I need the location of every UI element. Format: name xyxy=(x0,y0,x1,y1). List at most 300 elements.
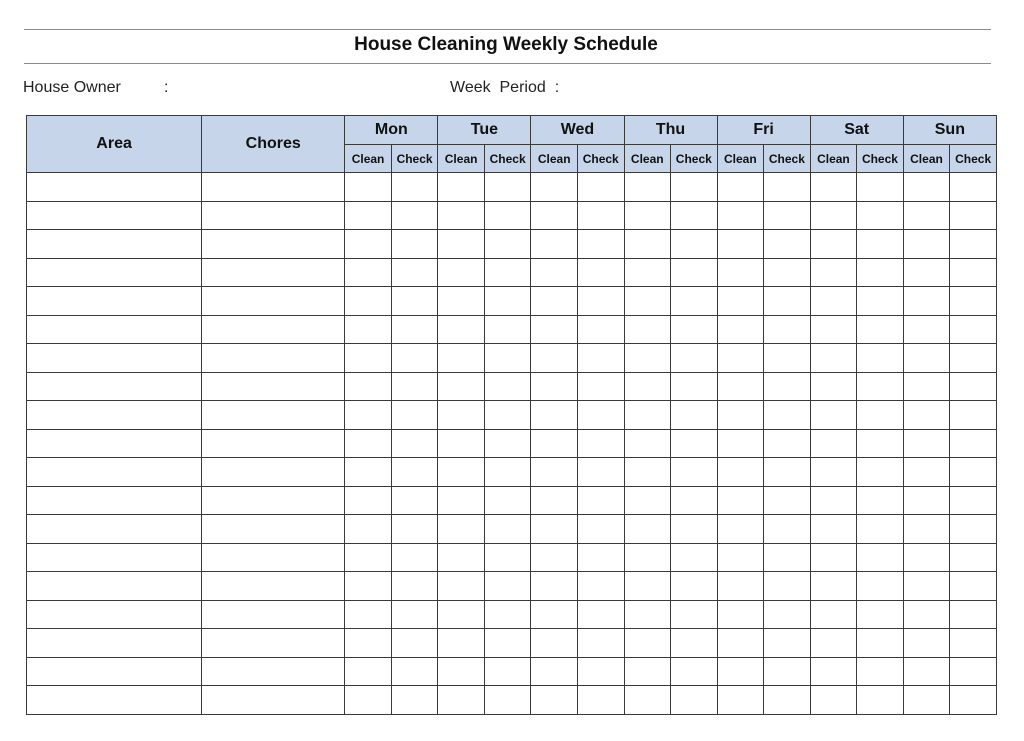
mon-clean-cell[interactable] xyxy=(345,429,392,458)
area-cell[interactable] xyxy=(27,429,202,458)
fri-clean-cell[interactable] xyxy=(717,686,764,715)
area-cell[interactable] xyxy=(27,173,202,202)
sat-clean-cell[interactable] xyxy=(810,629,857,658)
sat-clean-cell[interactable] xyxy=(810,572,857,601)
wed-check-cell[interactable] xyxy=(577,258,624,287)
sun-check-cell[interactable] xyxy=(950,344,997,373)
chores-cell[interactable] xyxy=(202,230,345,259)
wed-clean-cell[interactable] xyxy=(531,600,578,629)
chores-cell[interactable] xyxy=(202,429,345,458)
fri-clean-cell[interactable] xyxy=(717,173,764,202)
thu-clean-cell[interactable] xyxy=(624,515,671,544)
thu-check-cell[interactable] xyxy=(671,344,718,373)
chores-cell[interactable] xyxy=(202,258,345,287)
sun-check-cell[interactable] xyxy=(950,173,997,202)
area-cell[interactable] xyxy=(27,401,202,430)
fri-clean-cell[interactable] xyxy=(717,572,764,601)
fri-check-cell[interactable] xyxy=(764,258,811,287)
chores-cell[interactable] xyxy=(202,600,345,629)
area-cell[interactable] xyxy=(27,458,202,487)
sat-check-cell[interactable] xyxy=(857,429,904,458)
tue-check-cell[interactable] xyxy=(484,458,531,487)
thu-clean-cell[interactable] xyxy=(624,315,671,344)
thu-check-cell[interactable] xyxy=(671,629,718,658)
tue-clean-cell[interactable] xyxy=(438,173,485,202)
sun-clean-cell[interactable] xyxy=(903,657,950,686)
tue-check-cell[interactable] xyxy=(484,629,531,658)
thu-clean-cell[interactable] xyxy=(624,287,671,316)
sat-check-cell[interactable] xyxy=(857,572,904,601)
fri-check-cell[interactable] xyxy=(764,458,811,487)
sat-clean-cell[interactable] xyxy=(810,372,857,401)
sun-clean-cell[interactable] xyxy=(903,486,950,515)
fri-clean-cell[interactable] xyxy=(717,287,764,316)
mon-clean-cell[interactable] xyxy=(345,173,392,202)
sat-check-cell[interactable] xyxy=(857,600,904,629)
tue-check-cell[interactable] xyxy=(484,515,531,544)
mon-check-cell[interactable] xyxy=(391,543,438,572)
thu-check-cell[interactable] xyxy=(671,515,718,544)
thu-clean-cell[interactable] xyxy=(624,372,671,401)
tue-check-cell[interactable] xyxy=(484,230,531,259)
sun-check-cell[interactable] xyxy=(950,230,997,259)
chores-cell[interactable] xyxy=(202,372,345,401)
thu-check-cell[interactable] xyxy=(671,686,718,715)
chores-cell[interactable] xyxy=(202,515,345,544)
wed-clean-cell[interactable] xyxy=(531,629,578,658)
area-cell[interactable] xyxy=(27,572,202,601)
tue-check-cell[interactable] xyxy=(484,600,531,629)
sun-clean-cell[interactable] xyxy=(903,543,950,572)
sun-clean-cell[interactable] xyxy=(903,401,950,430)
tue-clean-cell[interactable] xyxy=(438,230,485,259)
wed-clean-cell[interactable] xyxy=(531,287,578,316)
sat-clean-cell[interactable] xyxy=(810,458,857,487)
mon-clean-cell[interactable] xyxy=(345,258,392,287)
sun-clean-cell[interactable] xyxy=(903,458,950,487)
tue-check-cell[interactable] xyxy=(484,201,531,230)
mon-check-cell[interactable] xyxy=(391,600,438,629)
mon-clean-cell[interactable] xyxy=(345,600,392,629)
wed-check-cell[interactable] xyxy=(577,657,624,686)
fri-check-cell[interactable] xyxy=(764,344,811,373)
tue-check-cell[interactable] xyxy=(484,372,531,401)
mon-clean-cell[interactable] xyxy=(345,315,392,344)
tue-clean-cell[interactable] xyxy=(438,629,485,658)
sun-clean-cell[interactable] xyxy=(903,515,950,544)
sun-check-cell[interactable] xyxy=(950,657,997,686)
fri-check-cell[interactable] xyxy=(764,629,811,658)
fri-check-cell[interactable] xyxy=(764,230,811,259)
fri-check-cell[interactable] xyxy=(764,515,811,544)
thu-check-cell[interactable] xyxy=(671,600,718,629)
area-cell[interactable] xyxy=(27,629,202,658)
area-cell[interactable] xyxy=(27,686,202,715)
sat-check-cell[interactable] xyxy=(857,230,904,259)
mon-check-cell[interactable] xyxy=(391,458,438,487)
thu-clean-cell[interactable] xyxy=(624,657,671,686)
fri-clean-cell[interactable] xyxy=(717,600,764,629)
wed-check-cell[interactable] xyxy=(577,686,624,715)
wed-check-cell[interactable] xyxy=(577,173,624,202)
thu-clean-cell[interactable] xyxy=(624,686,671,715)
fri-check-cell[interactable] xyxy=(764,657,811,686)
chores-cell[interactable] xyxy=(202,657,345,686)
tue-clean-cell[interactable] xyxy=(438,515,485,544)
tue-clean-cell[interactable] xyxy=(438,458,485,487)
tue-check-cell[interactable] xyxy=(484,657,531,686)
sun-clean-cell[interactable] xyxy=(903,600,950,629)
mon-clean-cell[interactable] xyxy=(345,686,392,715)
tue-check-cell[interactable] xyxy=(484,315,531,344)
mon-check-cell[interactable] xyxy=(391,401,438,430)
mon-check-cell[interactable] xyxy=(391,486,438,515)
wed-check-cell[interactable] xyxy=(577,401,624,430)
sat-clean-cell[interactable] xyxy=(810,486,857,515)
sun-check-cell[interactable] xyxy=(950,543,997,572)
wed-clean-cell[interactable] xyxy=(531,258,578,287)
fri-check-cell[interactable] xyxy=(764,315,811,344)
thu-clean-cell[interactable] xyxy=(624,258,671,287)
area-cell[interactable] xyxy=(27,315,202,344)
area-cell[interactable] xyxy=(27,515,202,544)
chores-cell[interactable] xyxy=(202,201,345,230)
sun-check-cell[interactable] xyxy=(950,572,997,601)
thu-clean-cell[interactable] xyxy=(624,230,671,259)
tue-clean-cell[interactable] xyxy=(438,657,485,686)
sun-clean-cell[interactable] xyxy=(903,629,950,658)
thu-clean-cell[interactable] xyxy=(624,600,671,629)
sun-clean-cell[interactable] xyxy=(903,201,950,230)
fri-check-cell[interactable] xyxy=(764,486,811,515)
mon-clean-cell[interactable] xyxy=(345,629,392,658)
sat-clean-cell[interactable] xyxy=(810,543,857,572)
tue-check-cell[interactable] xyxy=(484,173,531,202)
wed-clean-cell[interactable] xyxy=(531,315,578,344)
mon-clean-cell[interactable] xyxy=(345,372,392,401)
sat-clean-cell[interactable] xyxy=(810,600,857,629)
fri-check-cell[interactable] xyxy=(764,429,811,458)
tue-clean-cell[interactable] xyxy=(438,401,485,430)
fri-clean-cell[interactable] xyxy=(717,515,764,544)
thu-clean-cell[interactable] xyxy=(624,173,671,202)
sun-clean-cell[interactable] xyxy=(903,429,950,458)
fri-check-cell[interactable] xyxy=(764,686,811,715)
tue-clean-cell[interactable] xyxy=(438,600,485,629)
mon-clean-cell[interactable] xyxy=(345,515,392,544)
sun-clean-cell[interactable] xyxy=(903,344,950,373)
wed-check-cell[interactable] xyxy=(577,629,624,658)
area-cell[interactable] xyxy=(27,258,202,287)
fri-clean-cell[interactable] xyxy=(717,657,764,686)
wed-check-cell[interactable] xyxy=(577,458,624,487)
fri-check-cell[interactable] xyxy=(764,173,811,202)
thu-clean-cell[interactable] xyxy=(624,344,671,373)
tue-clean-cell[interactable] xyxy=(438,486,485,515)
mon-check-cell[interactable] xyxy=(391,315,438,344)
tue-clean-cell[interactable] xyxy=(438,287,485,316)
wed-check-cell[interactable] xyxy=(577,315,624,344)
thu-check-cell[interactable] xyxy=(671,315,718,344)
sat-check-cell[interactable] xyxy=(857,515,904,544)
thu-check-cell[interactable] xyxy=(671,458,718,487)
wed-clean-cell[interactable] xyxy=(531,173,578,202)
fri-check-cell[interactable] xyxy=(764,543,811,572)
sat-check-cell[interactable] xyxy=(857,344,904,373)
wed-clean-cell[interactable] xyxy=(531,458,578,487)
sat-check-cell[interactable] xyxy=(857,401,904,430)
wed-clean-cell[interactable] xyxy=(531,657,578,686)
thu-check-cell[interactable] xyxy=(671,201,718,230)
wed-check-cell[interactable] xyxy=(577,287,624,316)
mon-check-cell[interactable] xyxy=(391,429,438,458)
fri-clean-cell[interactable] xyxy=(717,344,764,373)
area-cell[interactable] xyxy=(27,486,202,515)
sun-check-cell[interactable] xyxy=(950,515,997,544)
mon-check-cell[interactable] xyxy=(391,515,438,544)
sun-clean-cell[interactable] xyxy=(903,258,950,287)
wed-check-cell[interactable] xyxy=(577,515,624,544)
sat-clean-cell[interactable] xyxy=(810,230,857,259)
fri-clean-cell[interactable] xyxy=(717,629,764,658)
mon-check-cell[interactable] xyxy=(391,230,438,259)
sat-clean-cell[interactable] xyxy=(810,401,857,430)
tue-clean-cell[interactable] xyxy=(438,543,485,572)
fri-clean-cell[interactable] xyxy=(717,429,764,458)
sat-check-cell[interactable] xyxy=(857,486,904,515)
chores-cell[interactable] xyxy=(202,629,345,658)
sun-check-cell[interactable] xyxy=(950,315,997,344)
sun-clean-cell[interactable] xyxy=(903,572,950,601)
sun-clean-cell[interactable] xyxy=(903,686,950,715)
chores-cell[interactable] xyxy=(202,543,345,572)
fri-check-cell[interactable] xyxy=(764,401,811,430)
area-cell[interactable] xyxy=(27,372,202,401)
wed-clean-cell[interactable] xyxy=(531,686,578,715)
thu-check-cell[interactable] xyxy=(671,173,718,202)
sun-check-cell[interactable] xyxy=(950,600,997,629)
sun-clean-cell[interactable] xyxy=(903,287,950,316)
chores-cell[interactable] xyxy=(202,401,345,430)
tue-check-cell[interactable] xyxy=(484,486,531,515)
mon-clean-cell[interactable] xyxy=(345,401,392,430)
wed-check-cell[interactable] xyxy=(577,372,624,401)
wed-clean-cell[interactable] xyxy=(531,201,578,230)
tue-check-cell[interactable] xyxy=(484,258,531,287)
tue-clean-cell[interactable] xyxy=(438,201,485,230)
sun-check-cell[interactable] xyxy=(950,458,997,487)
tue-check-cell[interactable] xyxy=(484,686,531,715)
wed-check-cell[interactable] xyxy=(577,543,624,572)
sun-check-cell[interactable] xyxy=(950,629,997,658)
tue-clean-cell[interactable] xyxy=(438,429,485,458)
fri-clean-cell[interactable] xyxy=(717,486,764,515)
area-cell[interactable] xyxy=(27,657,202,686)
thu-check-cell[interactable] xyxy=(671,287,718,316)
mon-clean-cell[interactable] xyxy=(345,657,392,686)
sat-clean-cell[interactable] xyxy=(810,686,857,715)
fri-clean-cell[interactable] xyxy=(717,230,764,259)
fri-check-cell[interactable] xyxy=(764,600,811,629)
fri-check-cell[interactable] xyxy=(764,201,811,230)
wed-clean-cell[interactable] xyxy=(531,372,578,401)
thu-check-cell[interactable] xyxy=(671,543,718,572)
sat-check-cell[interactable] xyxy=(857,629,904,658)
mon-check-cell[interactable] xyxy=(391,173,438,202)
sat-check-cell[interactable] xyxy=(857,686,904,715)
thu-clean-cell[interactable] xyxy=(624,486,671,515)
area-cell[interactable] xyxy=(27,600,202,629)
mon-check-cell[interactable] xyxy=(391,258,438,287)
mon-check-cell[interactable] xyxy=(391,344,438,373)
wed-clean-cell[interactable] xyxy=(531,429,578,458)
wed-clean-cell[interactable] xyxy=(531,515,578,544)
sat-check-cell[interactable] xyxy=(857,201,904,230)
sun-check-cell[interactable] xyxy=(950,287,997,316)
tue-check-cell[interactable] xyxy=(484,543,531,572)
wed-check-cell[interactable] xyxy=(577,572,624,601)
chores-cell[interactable] xyxy=(202,315,345,344)
mon-check-cell[interactable] xyxy=(391,629,438,658)
fri-clean-cell[interactable] xyxy=(717,201,764,230)
sun-check-cell[interactable] xyxy=(950,372,997,401)
mon-check-cell[interactable] xyxy=(391,201,438,230)
wed-clean-cell[interactable] xyxy=(531,486,578,515)
fri-check-cell[interactable] xyxy=(764,287,811,316)
fri-clean-cell[interactable] xyxy=(717,458,764,487)
sun-clean-cell[interactable] xyxy=(903,173,950,202)
thu-check-cell[interactable] xyxy=(671,372,718,401)
sun-clean-cell[interactable] xyxy=(903,372,950,401)
thu-check-cell[interactable] xyxy=(671,230,718,259)
area-cell[interactable] xyxy=(27,287,202,316)
fri-clean-cell[interactable] xyxy=(717,315,764,344)
sat-check-cell[interactable] xyxy=(857,173,904,202)
mon-clean-cell[interactable] xyxy=(345,287,392,316)
thu-check-cell[interactable] xyxy=(671,429,718,458)
sat-clean-cell[interactable] xyxy=(810,201,857,230)
chores-cell[interactable] xyxy=(202,686,345,715)
thu-clean-cell[interactable] xyxy=(624,201,671,230)
wed-check-cell[interactable] xyxy=(577,600,624,629)
sat-check-cell[interactable] xyxy=(857,287,904,316)
sat-check-cell[interactable] xyxy=(857,458,904,487)
sat-clean-cell[interactable] xyxy=(810,515,857,544)
sun-clean-cell[interactable] xyxy=(903,230,950,259)
chores-cell[interactable] xyxy=(202,344,345,373)
wed-check-cell[interactable] xyxy=(577,201,624,230)
mon-check-cell[interactable] xyxy=(391,287,438,316)
area-cell[interactable] xyxy=(27,344,202,373)
chores-cell[interactable] xyxy=(202,572,345,601)
sat-check-cell[interactable] xyxy=(857,543,904,572)
thu-clean-cell[interactable] xyxy=(624,458,671,487)
wed-check-cell[interactable] xyxy=(577,230,624,259)
sat-clean-cell[interactable] xyxy=(810,429,857,458)
sat-clean-cell[interactable] xyxy=(810,173,857,202)
sun-check-cell[interactable] xyxy=(950,201,997,230)
wed-clean-cell[interactable] xyxy=(531,230,578,259)
sun-check-cell[interactable] xyxy=(950,486,997,515)
fri-check-cell[interactable] xyxy=(764,572,811,601)
mon-clean-cell[interactable] xyxy=(345,201,392,230)
fri-clean-cell[interactable] xyxy=(717,258,764,287)
tue-clean-cell[interactable] xyxy=(438,258,485,287)
thu-clean-cell[interactable] xyxy=(624,543,671,572)
fri-clean-cell[interactable] xyxy=(717,401,764,430)
sun-check-cell[interactable] xyxy=(950,258,997,287)
thu-clean-cell[interactable] xyxy=(624,629,671,658)
thu-check-cell[interactable] xyxy=(671,572,718,601)
chores-cell[interactable] xyxy=(202,458,345,487)
sun-check-cell[interactable] xyxy=(950,429,997,458)
sat-clean-cell[interactable] xyxy=(810,344,857,373)
tue-clean-cell[interactable] xyxy=(438,572,485,601)
sun-check-cell[interactable] xyxy=(950,401,997,430)
sun-clean-cell[interactable] xyxy=(903,315,950,344)
sat-clean-cell[interactable] xyxy=(810,657,857,686)
thu-check-cell[interactable] xyxy=(671,657,718,686)
tue-check-cell[interactable] xyxy=(484,572,531,601)
tue-clean-cell[interactable] xyxy=(438,315,485,344)
chores-cell[interactable] xyxy=(202,486,345,515)
mon-clean-cell[interactable] xyxy=(345,344,392,373)
fri-clean-cell[interactable] xyxy=(717,372,764,401)
fri-clean-cell[interactable] xyxy=(717,543,764,572)
thu-check-cell[interactable] xyxy=(671,258,718,287)
tue-clean-cell[interactable] xyxy=(438,372,485,401)
wed-clean-cell[interactable] xyxy=(531,543,578,572)
sun-check-cell[interactable] xyxy=(950,686,997,715)
mon-clean-cell[interactable] xyxy=(345,572,392,601)
wed-check-cell[interactable] xyxy=(577,344,624,373)
area-cell[interactable] xyxy=(27,543,202,572)
wed-check-cell[interactable] xyxy=(577,486,624,515)
wed-check-cell[interactable] xyxy=(577,429,624,458)
sat-clean-cell[interactable] xyxy=(810,258,857,287)
area-cell[interactable] xyxy=(27,201,202,230)
sat-check-cell[interactable] xyxy=(857,258,904,287)
sat-check-cell[interactable] xyxy=(857,657,904,686)
tue-clean-cell[interactable] xyxy=(438,686,485,715)
sat-check-cell[interactable] xyxy=(857,315,904,344)
tue-clean-cell[interactable] xyxy=(438,344,485,373)
sat-clean-cell[interactable] xyxy=(810,287,857,316)
thu-clean-cell[interactable] xyxy=(624,572,671,601)
mon-clean-cell[interactable] xyxy=(345,230,392,259)
wed-clean-cell[interactable] xyxy=(531,344,578,373)
mon-check-cell[interactable] xyxy=(391,657,438,686)
tue-check-cell[interactable] xyxy=(484,287,531,316)
thu-check-cell[interactable] xyxy=(671,401,718,430)
chores-cell[interactable] xyxy=(202,173,345,202)
sat-check-cell[interactable] xyxy=(857,372,904,401)
thu-clean-cell[interactable] xyxy=(624,401,671,430)
chores-cell[interactable] xyxy=(202,287,345,316)
sat-clean-cell[interactable] xyxy=(810,315,857,344)
fri-check-cell[interactable] xyxy=(764,372,811,401)
mon-clean-cell[interactable] xyxy=(345,543,392,572)
tue-check-cell[interactable] xyxy=(484,401,531,430)
mon-check-cell[interactable] xyxy=(391,686,438,715)
tue-check-cell[interactable] xyxy=(484,429,531,458)
area-cell[interactable] xyxy=(27,230,202,259)
mon-clean-cell[interactable] xyxy=(345,486,392,515)
thu-clean-cell[interactable] xyxy=(624,429,671,458)
mon-check-cell[interactable] xyxy=(391,372,438,401)
wed-clean-cell[interactable] xyxy=(531,401,578,430)
tue-check-cell[interactable] xyxy=(484,344,531,373)
